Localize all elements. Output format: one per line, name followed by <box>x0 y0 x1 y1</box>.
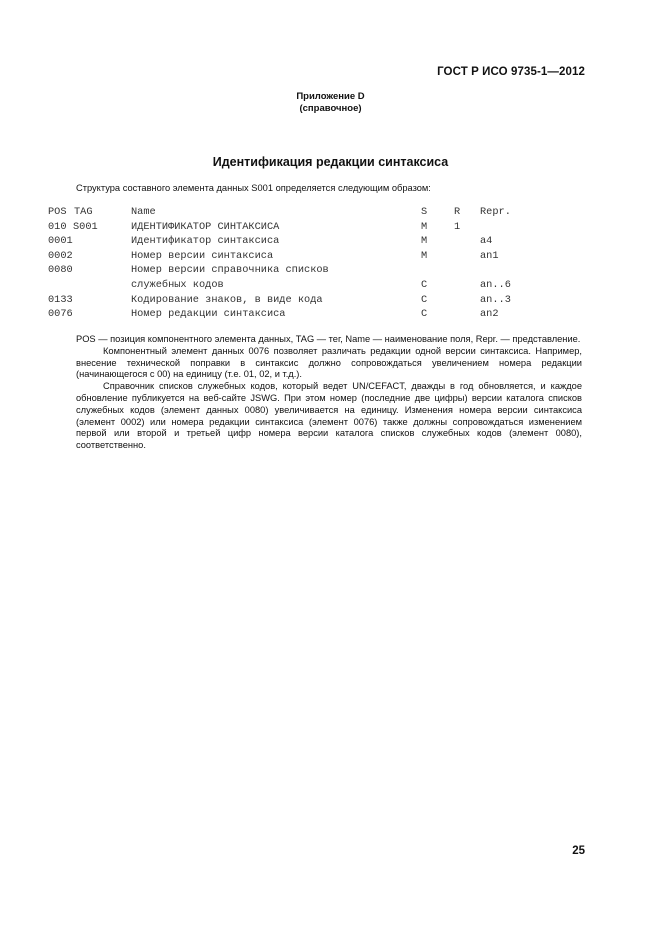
cell-pos: 0080 <box>48 264 73 277</box>
header-name: Name <box>131 206 156 218</box>
cell-pos: 0001 <box>48 235 73 248</box>
table-row <box>48 234 568 249</box>
cell-s: C <box>421 308 428 321</box>
cell-s: M <box>421 220 428 233</box>
cell-tag: S001 <box>73 220 98 233</box>
cell-name: Номер редакции синтаксиса <box>131 308 286 321</box>
cell-s: C <box>421 293 428 306</box>
section-title: Идентификация редакции синтаксиса <box>212 155 449 169</box>
standard-designation: ГОСТ Р ИСО 9735-1—2012 <box>437 66 585 78</box>
cell-name: Номер версии синтаксиса <box>131 249 274 262</box>
note-paragraph: Справочник списков служебных кодов, который ведет UN/CEFACT, дважды в год обновляется, и каждое обновление публикуется на веб-сайте JSWG. При этом номер (последние две цифры) версии каталога списков служебных кодов (элемент данных 0080) увеличивается на единицу. Изменения номера версии синтаксиса (элемент 0002) или номера редакции синтаксиса (элемент 0076) также должны сопровождаться изменением первой или второй и третьей цифр номера версии каталога списков служебных кодов (элемент 0080), соответственно. <box>76 381 582 451</box>
header-r: R <box>454 206 461 218</box>
cell-name: Номер версии справочника списков <box>131 264 329 277</box>
cell-s: C <box>421 278 428 291</box>
cell-repr: a4 <box>480 235 493 248</box>
appendix-heading <box>0 91 661 115</box>
table-row <box>48 307 568 322</box>
table-row <box>48 263 568 278</box>
table-row-continuation <box>48 278 568 293</box>
cell-pos: 0076 <box>48 308 73 321</box>
table-row <box>48 249 568 264</box>
header-repr: Repr. <box>480 206 511 218</box>
cell-pos: 0002 <box>48 249 73 262</box>
header-s: S <box>421 206 428 218</box>
cell-repr: an..6 <box>480 278 511 291</box>
appendix-title: Приложение D <box>296 91 365 102</box>
cell-repr: an1 <box>480 249 499 262</box>
cell-pos: 010 <box>48 220 67 233</box>
legend-paragraph: POS — позиция компонентного элемента данных, TAG — тег, Name — наименование поля, Repr. — представление. <box>76 334 581 344</box>
page-number: 25 <box>572 845 585 857</box>
note-paragraph: Компонентный элемент данных 0076 позволяет различать редакции одной версии синтаксиса. Например, внесение технической поправки в синтаксис должно сопровождаться увеличением номера редакции (начинающегося с 00) на единицу (т.е. 01, 02, и т.д.). <box>76 345 582 380</box>
table-header-row <box>48 205 568 220</box>
cell-name: Кодирование знаков, в виде кода <box>131 293 323 306</box>
cell-r: 1 <box>454 220 461 233</box>
cell-name: ИДЕНТИФИКАТОР СИНТАКСИСА <box>131 220 280 233</box>
appendix-subtitle: (справочное) <box>299 103 362 114</box>
intro-text: Структура составного элемента данных S001 определяется следующим образом: <box>76 183 431 193</box>
cell-name: Идентификатор синтаксиса <box>131 235 280 248</box>
cell-name: служебных кодов <box>131 278 224 291</box>
cell-s: M <box>421 235 428 248</box>
cell-repr: an..3 <box>480 293 511 306</box>
table-row <box>48 220 568 235</box>
cell-pos: 0133 <box>48 293 73 306</box>
cell-repr: an2 <box>480 308 499 321</box>
explanatory-notes <box>76 334 582 452</box>
header-tag: TAG <box>74 206 93 218</box>
header-pos: POS <box>48 206 67 218</box>
segment-structure-table <box>48 205 568 322</box>
cell-s: M <box>421 249 428 262</box>
table-row <box>48 293 568 308</box>
